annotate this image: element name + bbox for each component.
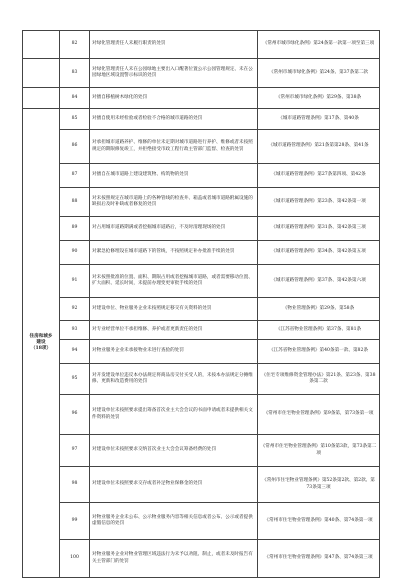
legal-basis: 《江苏省物业管理条例》第40条第一款、第82条 bbox=[258, 340, 380, 364]
table-row bbox=[23, 540, 380, 578]
penalty-item: 对未按照规定在城市道路上的各种管线的检查井、箱盖或者城市道路附属设施的缺损后及时补缺或者修复的处罚 bbox=[90, 188, 258, 217]
legal-basis: 《常州市城市绿化条例》第29条、第38条 bbox=[258, 88, 380, 109]
legal-basis: 《城市道路管理条例》第21条第第28条、第41条 bbox=[258, 130, 380, 164]
table-row bbox=[23, 395, 380, 435]
penalty-item: 对绿化管理责任人未在公园绿地主要出入口醒著位置公示公园管理规定、未在公园绿地区域设置警示标识的处罚 bbox=[90, 59, 258, 88]
table-row bbox=[23, 435, 380, 467]
row-number: 98 bbox=[60, 467, 90, 503]
penalty-item: 对开发建设单位违反本办法规定将商品房交付买受人的，未按本办法规定分摊维修、更新和改造费用的处罚 bbox=[90, 364, 258, 395]
row-number: 90 bbox=[60, 241, 90, 265]
penalty-item: 对紧急抢修埋设在城市道路下的管线，不按照规定补办批准手续的处罚 bbox=[90, 241, 258, 265]
penalty-item: 对绿化管理责任人未履行职责的处罚 bbox=[90, 31, 258, 59]
category-cell bbox=[23, 109, 60, 578]
penalty-item: 对占用城市道路期满或者挖掘城市道路后，不及时清理现场的处罚 bbox=[90, 217, 258, 241]
legal-basis: 《江苏省物业管理条例》第37条、第81条 bbox=[258, 321, 380, 340]
table-row bbox=[23, 298, 380, 321]
legal-basis: 《常州市城市绿化条例》第24条、第37条第二款 bbox=[258, 59, 380, 88]
category-cell-empty bbox=[23, 59, 60, 88]
row-number: 91 bbox=[60, 265, 90, 298]
penalty-item: 对物业服务企业未公布、公示物业服务内容等相关信息或者公布、公示或者提供虚假信息的处罚 bbox=[90, 503, 258, 540]
row-number: 92 bbox=[60, 298, 90, 321]
table-row bbox=[23, 340, 380, 364]
penalty-table bbox=[22, 30, 380, 578]
legal-basis: 《常州市住宅物业管理条例》第40条、第74条第一项 bbox=[258, 503, 380, 540]
category-line: 住房和城乡 bbox=[29, 333, 53, 339]
legal-basis: 《住宅专项维修资金管理办法》第21条、第23条、第38条第二款 bbox=[258, 364, 380, 395]
category-cell-empty bbox=[23, 31, 60, 59]
row-number: 94 bbox=[60, 340, 90, 364]
table-row bbox=[23, 467, 380, 503]
row-number: 100 bbox=[60, 540, 90, 578]
penalty-item: 对擅自移植树木绿化的处罚 bbox=[90, 88, 258, 109]
row-number: 95 bbox=[60, 364, 90, 395]
table-row bbox=[23, 164, 380, 188]
legal-basis: 《物业管理条例》第29条、第58条 bbox=[258, 298, 380, 321]
row-number: 85 bbox=[60, 109, 90, 130]
table-row bbox=[23, 265, 380, 298]
legal-basis: 《城市道路管理条例》第31条、第42条第三项 bbox=[258, 217, 380, 241]
table-row bbox=[23, 188, 380, 217]
row-number: 97 bbox=[60, 435, 90, 467]
legal-basis: 《常州市住宅物业管理条例》第10条第3款，第73条第二项 bbox=[258, 435, 380, 467]
legal-basis: 《城市道路管理条例》第27条第四项、第42条 bbox=[258, 164, 380, 188]
category-line: （18项） bbox=[30, 346, 52, 352]
category-cell-empty bbox=[23, 88, 60, 109]
table-row bbox=[23, 109, 380, 130]
penalty-item: 对专业经营单位不承担维修、养护或者更新责任的处罚 bbox=[90, 321, 258, 340]
penalty-item: 对擅自在城市道路上建设建筑物、构筑物的处罚 bbox=[90, 164, 258, 188]
row-number: 86 bbox=[60, 130, 90, 164]
table-row bbox=[23, 59, 380, 88]
category-line: 建设 bbox=[36, 339, 46, 345]
legal-basis: 《常州市住宅物业管理条例》第47条、第74条第三项 bbox=[258, 540, 380, 578]
row-number: 96 bbox=[60, 395, 90, 435]
legal-basis: 《常州市住宅物业管理条例》第52条第2款、第2款、第73条第三项 bbox=[258, 467, 380, 503]
table-row bbox=[23, 503, 380, 540]
table-row bbox=[23, 130, 380, 164]
table-row bbox=[23, 88, 380, 109]
legal-basis: 《城市道路管理条例》第17条、第40条 bbox=[258, 109, 380, 130]
penalty-item: 对建设单位未按照要求交存或者补足物业保修金的处罚 bbox=[90, 467, 258, 503]
table-row bbox=[23, 31, 380, 59]
penalty-item: 对擅自使用未经检验或者检验不合格的城市道路的处罚 bbox=[90, 109, 258, 130]
row-number: 84 bbox=[60, 88, 90, 109]
table-row bbox=[23, 321, 380, 340]
legal-basis: 《城市道路管理条例》第37条、第42条第六项 bbox=[258, 265, 380, 298]
table-row bbox=[23, 217, 380, 241]
row-number: 93 bbox=[60, 321, 90, 340]
table-row bbox=[23, 364, 380, 395]
penalty-item: 对物业服务企业对物业管理区域违法行为未予以劝阻、制止，或者未及时报告有关主管部门的处罚 bbox=[90, 540, 258, 578]
penalty-item: 对物业服务企业未承接物业未进行查验的处罚 bbox=[90, 340, 258, 364]
legal-basis: 《城市道路管理条例》第23条、第42条第一项 bbox=[258, 188, 380, 217]
penalty-item: 对承担城市道路养护、维修的单位未定期对城市道路进行养护、维修或者未按照规定的期限修复竣工，并拒绝接受市政工程行政主管部门监督、检查的处罚 bbox=[90, 130, 258, 164]
penalty-item: 对未按照批准的位置、面积、期限占用或者挖掘城市道路，或者需要移动位置、扩大面积、延长时间，未提前办理变更审批手续的处罚 bbox=[90, 265, 258, 298]
row-number: 82 bbox=[60, 31, 90, 59]
penalty-item: 对建设单位、物业服务企业未按照规定移交有关资料的处罚 bbox=[90, 298, 258, 321]
row-number: 99 bbox=[60, 503, 90, 540]
legal-basis: 《常州市住宅物业管理条例》第9条第，第73条第一项 bbox=[258, 395, 380, 435]
row-number: 83 bbox=[60, 59, 90, 88]
table-row bbox=[23, 241, 380, 265]
penalty-item: 对建设单位未按照要求提出筹备首次业主大会会议的书面申请或者未提供相关文件资料的处罚 bbox=[90, 395, 258, 435]
row-number: 87 bbox=[60, 164, 90, 188]
row-number: 89 bbox=[60, 217, 90, 241]
legal-basis: 《城市道路管理条例》第34条、第42条第五项 bbox=[258, 241, 380, 265]
penalty-item: 对建设单位未按照要求交纳首次业主大会会议筹备经费的处罚 bbox=[90, 435, 258, 467]
row-number: 88 bbox=[60, 188, 90, 217]
legal-basis: 《常州市城市绿化条例》第24条第一款第一项至第三项 bbox=[258, 31, 380, 59]
